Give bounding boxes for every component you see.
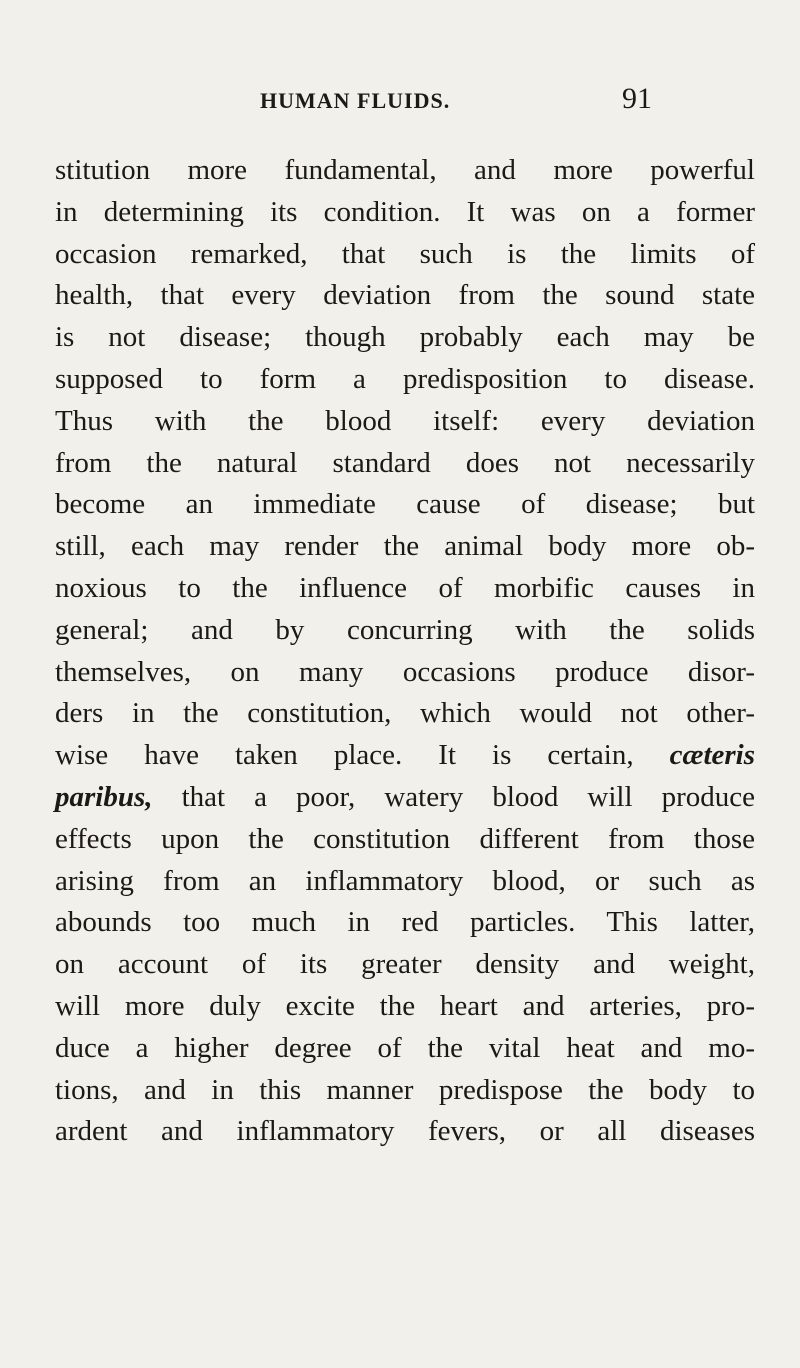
text-line: is not disease; though probably each may be — [55, 321, 755, 354]
text-line: will more duly excite the heart and arteries, pro- — [55, 989, 755, 1022]
text-line: noxious to the influence of morbific causes in — [55, 571, 755, 604]
text-line: effects upon the constitution different from those — [55, 822, 755, 855]
italic-phrase: cæteris — [669, 739, 755, 772]
page-number: 91 — [622, 82, 652, 115]
text-line: arising from an inflammatory blood, or such as — [55, 864, 755, 897]
text-line: from the natural standard does not necessarily — [55, 446, 755, 479]
text-line: ders in the constitution, which would not other- — [55, 697, 755, 730]
text-line: stitution more fundamental, and more powerful — [55, 154, 755, 186]
italic-phrase: paribus, — [55, 780, 153, 813]
text-line-with-italic — [55, 735, 755, 777]
text-line: still, each may render the animal body more ob- — [55, 530, 755, 563]
running-head-title: HUMAN FLUIDS. — [260, 88, 451, 113]
text-line: themselves, on many occasions produce disor- — [55, 655, 755, 688]
text-line: general; and by concurring with the solids — [55, 613, 755, 646]
text-line: ardent and inflammatory fevers, or all diseases — [55, 1115, 755, 1148]
text-segment: that a poor, watery blood will produce — [181, 780, 756, 813]
text-line: supposed to form a predisposition to disease. — [55, 362, 755, 395]
text-segment: wise have taken place. It is certain, — [55, 739, 634, 772]
text-line: on account of its greater density and weight, — [55, 948, 755, 981]
body-text — [55, 150, 755, 1153]
text-line: abounds too much in red particles. This latter, — [55, 906, 755, 939]
text-line-with-italic — [55, 777, 755, 819]
text-line: health, that every deviation from the sound state — [55, 279, 755, 312]
text-line: in determining its condition. It was on a former — [55, 195, 755, 228]
text-line: become an immediate cause of disease; but — [55, 488, 755, 521]
text-line: occasion remarked, that such is the limits of — [55, 237, 755, 270]
text-line: tions, and in this manner predispose the body to — [55, 1073, 755, 1106]
running-head — [0, 82, 800, 128]
text-line: Thus with the blood itself: every deviation — [55, 404, 755, 437]
text-line: duce a higher degree of the vital heat and mo- — [55, 1031, 755, 1064]
